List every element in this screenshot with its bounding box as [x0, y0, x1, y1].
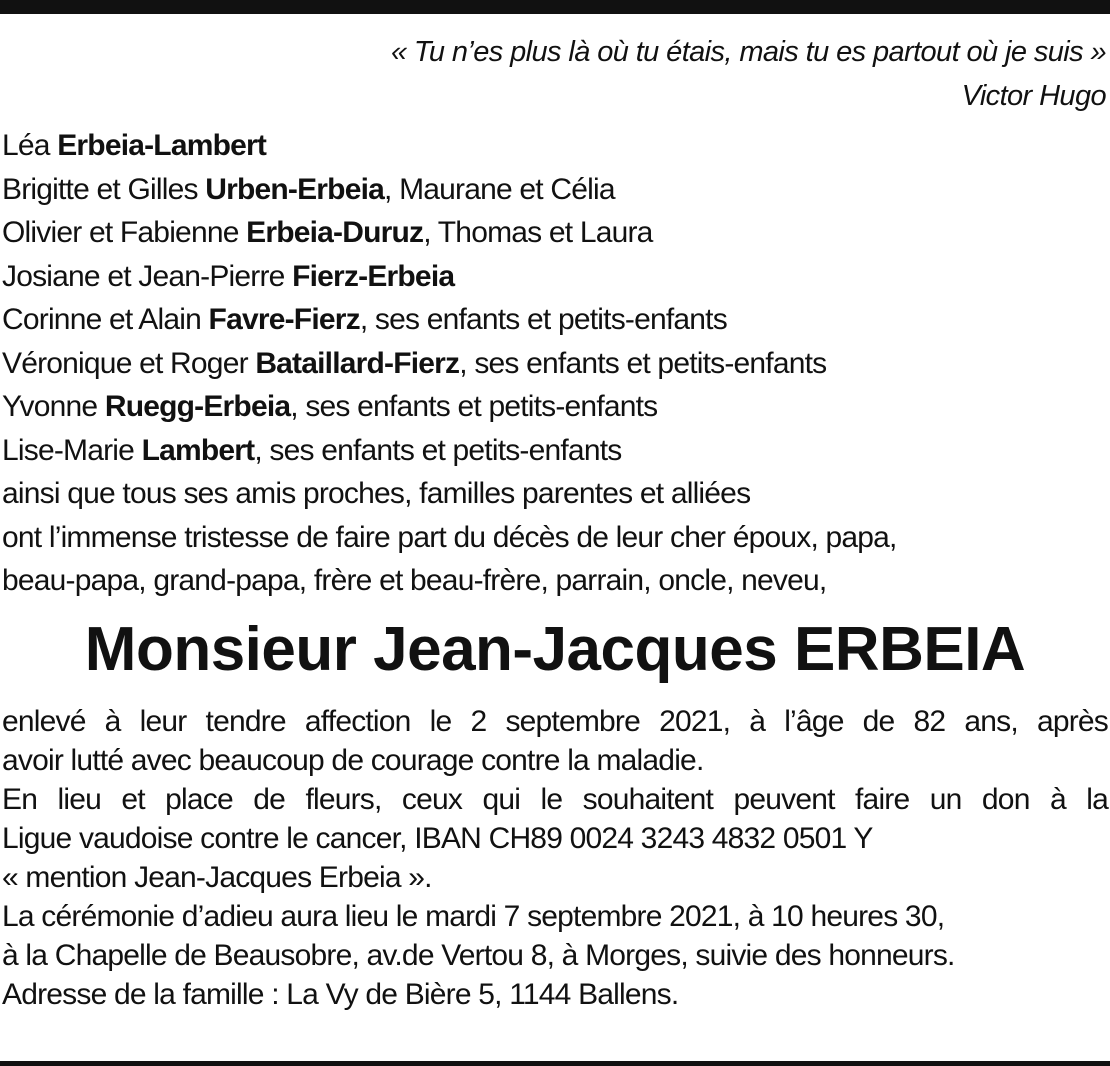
family-surname: Urben-Erbeia	[205, 172, 384, 206]
family-extra: , ses enfants et petits-enfants	[290, 390, 658, 423]
family-given-names: Yvonne	[2, 390, 105, 423]
family-given-names: Léa	[2, 129, 58, 162]
details-line: avoir lutté avec beaucoup de courage contre la maladie.	[2, 744, 704, 777]
intro-line: ainsi que tous ses amis proches, familles parentes et alliées	[2, 477, 751, 510]
family-line	[2, 298, 897, 342]
obituary-details	[2, 702, 1108, 1014]
details-line: Ligue vaudoise contre le cancer, IBAN CH89 0024 3243 4832 0501 Y	[2, 822, 873, 855]
deceased-name: Monsieur Jean-Jacques ERBEIA	[84, 615, 1026, 684]
details-line: En lieu et place de fleurs, ceux qui le souhaitent peuvent faire un don à la	[2, 783, 1108, 816]
family-extra: , ses enfants et petits-enfants	[254, 433, 622, 467]
epigraph-author: Victor Hugo	[961, 80, 1106, 112]
details-line: La cérémonie d’adieu aura lieu le mardi 7 septembre 2021, à 10 heures 30,	[2, 900, 945, 933]
family-extra: , ses enfants et petits-enfants	[459, 346, 827, 380]
family-given-names: Lise-Marie	[2, 433, 142, 467]
details-line: Adresse de la famille : La Vy de Bière 5, 1144 Ballens.	[2, 978, 679, 1011]
family-extra: , Thomas et Laura	[423, 216, 653, 249]
family-extra: , Maurane et Célia	[384, 172, 615, 206]
family-line	[2, 168, 897, 212]
family-line	[2, 255, 897, 299]
family-surname: Erbeia-Duruz	[246, 216, 424, 249]
epigraph	[391, 30, 1106, 118]
family-line	[2, 385, 897, 429]
bottom-border-rule	[0, 1061, 1110, 1066]
top-border-rule	[0, 0, 1110, 14]
intro-line: ont l’immense tristesse de faire part du décès de leur cher époux, papa,	[2, 520, 897, 554]
family-surname: Fierz-Erbeia	[292, 259, 455, 293]
details-line: enlevé à leur tendre affection le 2 septembre 2021, à l’âge de 82 ans, après	[2, 705, 1108, 738]
family-line	[2, 429, 897, 473]
family-line	[2, 342, 897, 386]
family-given-names: Corinne et Alain	[2, 303, 209, 336]
family-line	[2, 211, 897, 255]
family-surname: Erbeia-Lambert	[57, 129, 267, 162]
epigraph-text: « Tu n’es plus là où tu étais, mais tu es partout où je suis »	[390, 36, 1106, 68]
family-surname: Bataillard-Fierz	[255, 346, 460, 380]
family-given-names: Josiane et Jean-Pierre	[2, 259, 293, 293]
family-surname: Favre-Fierz	[208, 303, 360, 336]
family-extra: , ses enfants et petits-enfants	[359, 303, 727, 336]
details-line: à la Chapelle de Beausobre, av.de Vertou 8, à Morges, suivie des honneurs.	[2, 939, 955, 972]
details-line: « mention Jean-Jacques Erbeia ».	[2, 861, 432, 894]
family-list	[2, 124, 897, 603]
family-given-names: Brigitte et Gilles	[2, 172, 206, 206]
family-given-names: Olivier et Fabienne	[2, 216, 247, 249]
family-surname: Ruegg-Erbeia	[104, 390, 291, 423]
family-surname: Lambert	[141, 433, 255, 467]
intro-line: beau-papa, grand-papa, frère et beau-frère, parrain, oncle, neveu,	[2, 564, 827, 597]
family-line	[2, 124, 897, 168]
family-given-names: Véronique et Roger	[2, 346, 256, 380]
